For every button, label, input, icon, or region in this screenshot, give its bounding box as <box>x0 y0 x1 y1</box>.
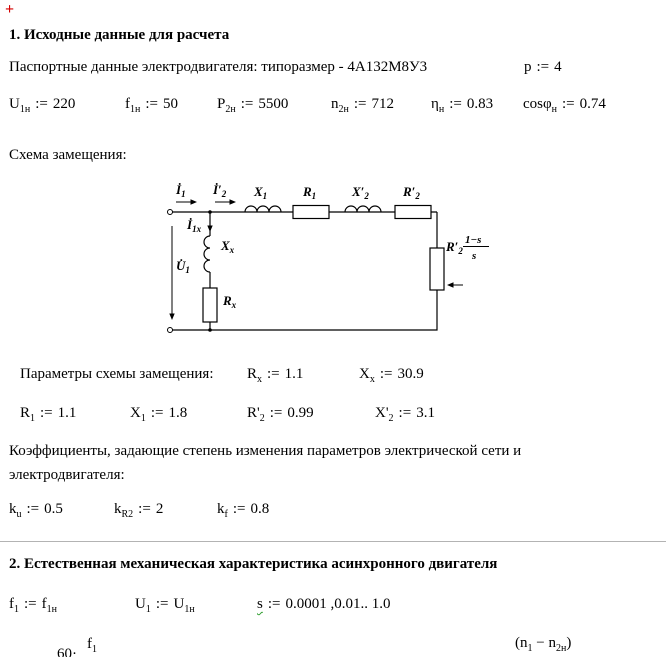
label-i1: $İ_1$ <box>176 182 186 199</box>
arrow-i1-head <box>191 199 198 204</box>
math-def-etan[interactable]: $\eta_н$ := 0.83 <box>431 96 494 115</box>
math-def-r1[interactable]: $R_1$ := 1.1 <box>20 405 77 424</box>
arrow-load-head <box>447 282 454 287</box>
math-def-n2n[interactable]: $n_{2н}$ := 712 <box>331 96 394 115</box>
equivalent-circuit-diagram <box>160 172 490 352</box>
math-def-s-range[interactable]: s := 0.0001 ,0.01.. 1.0 <box>257 596 391 612</box>
math-def-p[interactable]: p := 4 <box>524 59 562 75</box>
terminal-bottom <box>168 328 173 333</box>
math-def-p2n[interactable]: $P_{2н}$ := 5500 <box>217 96 289 115</box>
math-def-kf[interactable]: $k_f$ := 0.8 <box>217 501 270 520</box>
coeff-text-line2: электродвигателя: <box>9 467 125 483</box>
coil-xx <box>204 236 210 272</box>
junction-bottom <box>208 328 212 332</box>
passport-text: Паспортные данные электродвигателя: типоразмер - 4А132М8У3 <box>9 59 428 75</box>
math-def-u1[interactable]: $U_1$ := $U_{1н}$ <box>135 596 195 615</box>
params-label: Параметры схемы замещения: <box>20 366 214 382</box>
math-def-f1[interactable]: $f_1$ := $f_{1н}$ <box>9 596 57 615</box>
crosshair-cursor: + <box>5 1 15 18</box>
math-def-ku[interactable]: $k_u$ := 0.5 <box>9 501 63 520</box>
label-u1: $U̇_1$ <box>176 258 190 275</box>
label-r2s-numerator: 1−s <box>465 234 482 246</box>
label-rx: $R_x$ <box>223 293 237 310</box>
label-x1: $X_1$ <box>254 184 268 201</box>
label-i1x: $İ_{1x}$ <box>187 217 202 234</box>
page-break-line <box>0 541 666 542</box>
math-def-f1n[interactable]: $f_{1н}$ := 50 <box>125 96 178 115</box>
coil-x2p <box>345 206 381 212</box>
math-def-rx[interactable]: $R_x$ := 1.1 <box>247 366 304 385</box>
formula-fragment-f1-numerator[interactable]: $f_1$ <box>87 636 97 655</box>
resistor-r1 <box>293 206 329 219</box>
scheme-label: Схема замещения: <box>9 147 127 163</box>
math-def-r2[interactable]: $R'_2$ := 0.99 <box>247 405 314 424</box>
coil-x1 <box>245 206 281 212</box>
math-def-xx[interactable]: $X_x$ := 30.9 <box>359 366 424 385</box>
resistor-r2p <box>395 206 431 219</box>
label-xx: $X_x$ <box>221 238 235 255</box>
math-def-x1[interactable]: $X_1$ := 1.8 <box>130 405 188 424</box>
resistor-r2s-load <box>430 248 444 290</box>
arrow-i2-head <box>230 199 237 204</box>
formula-fragment-60[interactable]: 60· <box>57 646 77 657</box>
label-r2: $R'_2$ <box>403 184 420 201</box>
label-r2s: $R'_2$ <box>446 239 463 256</box>
section2-title: 2. Естественная механическая характеристика асинхронного двигателя <box>9 556 498 572</box>
section1-title: 1. Исходные данные для расчета <box>9 27 230 43</box>
formula-fragment-n1-n2n[interactable]: $(n_1 - n_{2н})$ <box>515 635 572 654</box>
math-def-cosn[interactable]: cosφ$_н$ := 0.74 <box>523 96 606 115</box>
label-r1: $R_1$ <box>303 184 317 201</box>
junction-top <box>208 210 212 214</box>
math-def-u1n[interactable]: $U_{1н}$ := 220 <box>9 96 76 115</box>
resistor-rx <box>203 288 217 322</box>
math-def-x2[interactable]: $X'_2$ := 3.1 <box>375 405 435 424</box>
label-i2: $İ'_2$ <box>213 182 227 199</box>
label-r2s-denominator: s <box>472 250 477 262</box>
arrow-i1x-head <box>207 226 212 233</box>
math-def-kr2[interactable]: $k_{R2}$ := 2 <box>114 501 164 520</box>
label-x2: $X'_2$ <box>352 184 369 201</box>
coeff-text-line1: Коэффициенты, задающие степень изменения параметров электрической сети и <box>9 443 522 459</box>
terminal-top <box>168 210 173 215</box>
arrow-u1-head <box>169 314 174 321</box>
